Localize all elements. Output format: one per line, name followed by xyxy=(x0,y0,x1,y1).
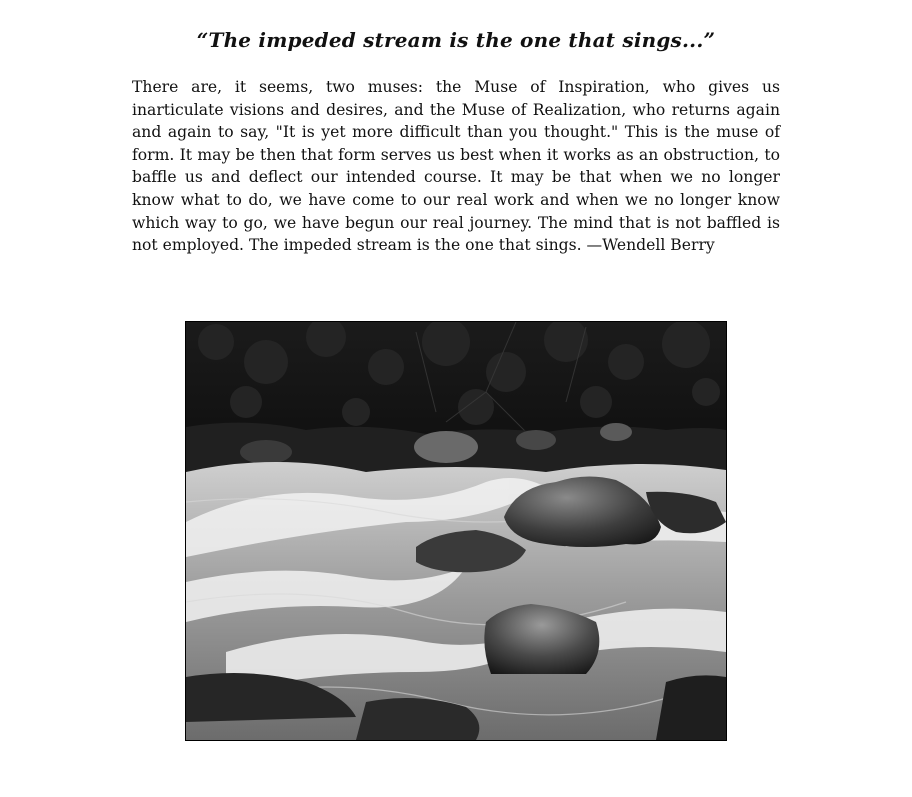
stream-photo xyxy=(185,321,727,741)
black-and-white-stream-photo-icon xyxy=(186,322,726,740)
page-title: “The impeded stream is the one that sings...” xyxy=(196,28,716,52)
quote-paragraph: There are, it seems, two muses: the Muse of Inspiration, who gives us inarticulate visions and desires, and the Muse of Realization, who returns again and again to say, "It is yet more difficult than you thought." This is the muse of form. It may be then that form serves us best when it works as an obstruction, to baffle us and deflect our intended course. It may be that when we no longer know what to do, we have come to our real work and when we no longer know which way to go, we have begun our real journey. The mind that is not baffled is not employed. The impeded stream is the one that sings. —Wendell Berry xyxy=(132,78,780,255)
